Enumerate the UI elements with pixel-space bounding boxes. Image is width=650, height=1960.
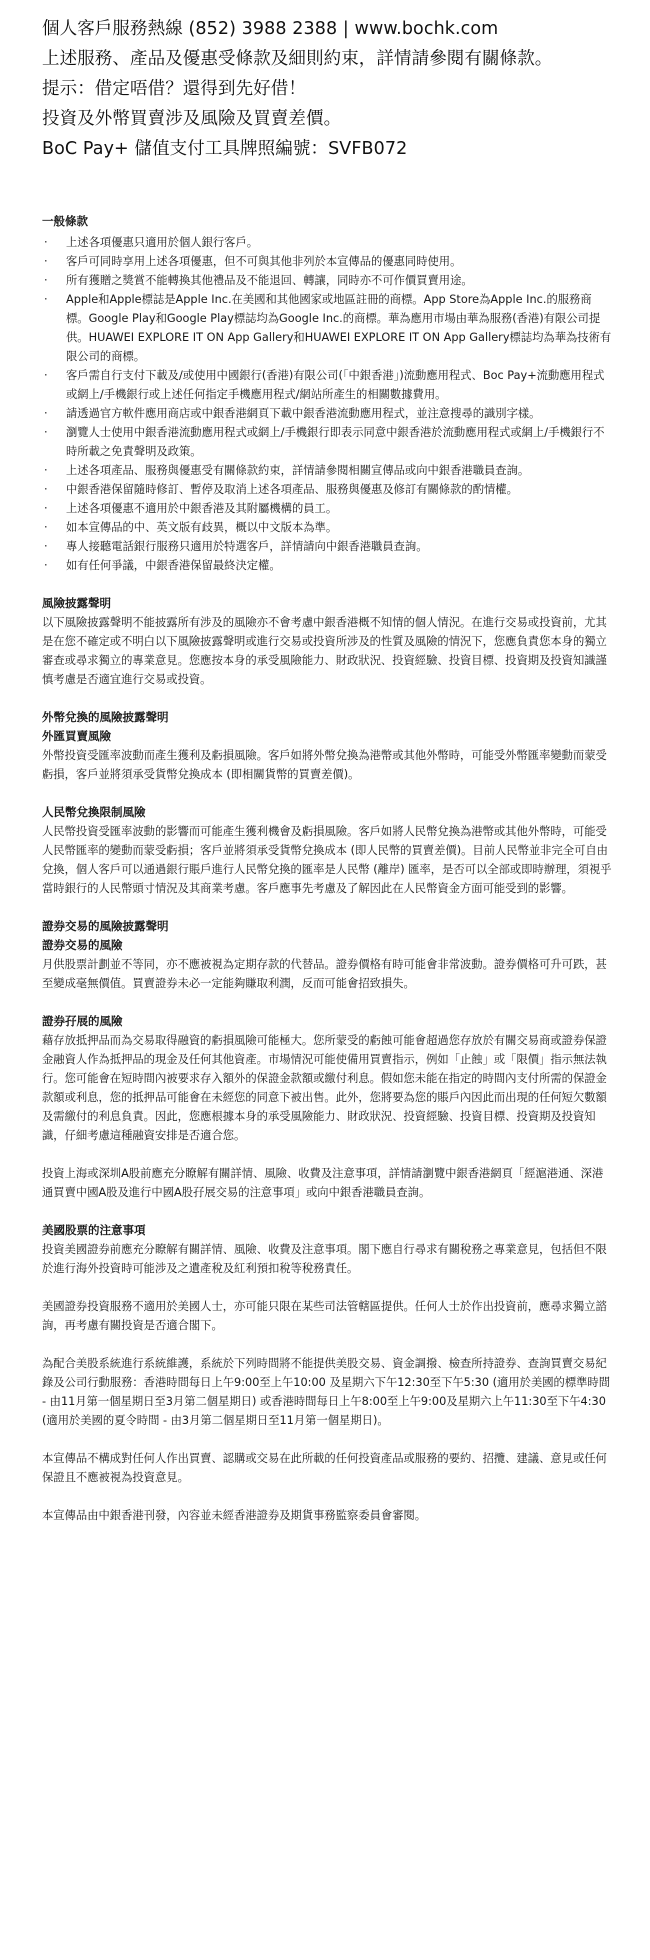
general-terms-item: · 上述各項優惠不適用於中銀香港及其附屬機構的員工。 <box>42 499 612 518</box>
general-terms-heading: 一般條款 <box>42 214 88 228</box>
fx-risk-subheading: 外匯買賣風險 <box>42 729 111 743</box>
bullet-dot: · <box>44 274 48 287</box>
general-terms-item: · 客戶可同時享用上述各項優惠，但不可與其他非列於本宣傳品的優惠同時使用。 <box>42 252 612 271</box>
general-terms-item: · 請透過官方軟件應用商店或中銀香港網頁下載中銀香港流動應用程式，並注意搜尋的識別字樣。 <box>42 404 612 423</box>
svf-licence-line: BoC Pay+ 儲值支付工具牌照編號：SVFB072 <box>42 139 408 159</box>
investment-risk-line: 投資及外幣買賣涉及風險及買賣差價。 <box>42 109 342 129</box>
securities-risk-subheading: 證券交易的風險 <box>42 938 123 952</box>
margin-risk-text: 藉存放抵押品而為交易取得融資的虧損風險可能極大。您所蒙受的虧蝕可能會超過您存放於有關交易商或證券保證金融資人作為抵押品的現金及任何其他資產。市場情況可能使備用買賣指示，例如「止蝕」或「限價」指示無法執行。您可能會在短時間內被要求存入額外的保證金款額或繳付利息。假如您未能在指定的時間內支付所需的保證金款額或利息，您的抵押品可能會在未經您的同意下被出售。此外，您將要為您的賬戶內因此而出現的任何短欠數額及需繳付的利息負責。因此，您應根據本身的承受風險能力、財政狀況、投資經驗、投資目標、投資期及投資知識，仔細考慮這種融資安排是否適合您。 <box>42 1034 607 1142</box>
bullet-dot: · <box>44 483 48 496</box>
securities-risk-heading: 證券交易的風險披露聲明 <box>42 919 169 933</box>
risk-disclosure-heading: 風險披露聲明 <box>42 596 111 610</box>
bullet-dot: · <box>44 236 48 249</box>
bullet-dot: · <box>44 407 48 420</box>
bullet-dot: · <box>44 255 48 268</box>
terms-notice-line: 上述服務、產品及優惠受條款及細則約束，詳情請參閱有關條款。 <box>42 49 553 69</box>
general-terms-item: · 上述各項產品、服務與優惠受有關條款約束，詳情請參閱相關宣傳品或向中銀香港職員查詢。 <box>42 461 612 480</box>
rmb-risk-heading: 人民幣兌換限制風險 <box>42 805 146 819</box>
general-terms-item: · 中銀香港保留隨時修訂、暫停及取消上述各項產品、服務與優惠及修訂有關條款的酌情權。 <box>42 480 612 499</box>
fx-risk-heading: 外幣兌換的風險披露聲明 <box>42 710 169 724</box>
us-stocks-heading: 美國股票的注意事項 <box>42 1223 146 1237</box>
bullet-dot: · <box>44 426 48 439</box>
fx-risk-text: 外幣投資受匯率波動而產生獲利及虧損風險。客戶如將外幣兌換為港幣或其他外幣時，可能受外幣匯率變動而蒙受虧損，客戶並將須承受貨幣兌換成本 (即相關貨幣的買賣差價)。 <box>42 749 607 781</box>
bullet-dot: · <box>44 293 48 306</box>
borrowing-reminder-line: 提示：借定唔借？還得到先好借！ <box>42 79 306 99</box>
us-maintenance-note: 為配合美股系統進行系統維護，系統於下列時間將不能提供美股交易、資金調撥、檢查所持證券、查詢買賣交易紀錄及公司行動服務：香港時間每日上午9:00至上午10:00 及星期六下午12:30至下午5:30 (適用於美國的標準時間 - 由11月第一個星期日至3月第二個星期日) 或香港時間每日上午8:00至上午9:00及星期六上午11:30至下午4:30 (適用於美國的夏令時間 - 由3月第二個星期日至11月第一個星期日)。 <box>42 1357 611 1427</box>
securities-risk-text: 月供股票計劃並不等同，亦不應被視為定期存款的代替品。證券價格有時可能會非常波動。證券價格可升可跌，甚至變成毫無價值。買賣證券未必一定能夠賺取利潤，反而可能會招致損失。 <box>42 958 607 990</box>
general-terms-item: · 上述各項優惠只適用於個人銀行客戶。 <box>42 233 612 252</box>
not-an-offer-disclaimer: 本宣傳品不構成對任何人作出買賣、認購或交易在此所載的任何投資產品或服務的要約、招攬、建議、意見或任何保證且不應被視為投資意見。 <box>42 1452 607 1484</box>
header-block <box>42 14 632 164</box>
bullet-dot: · <box>44 521 48 534</box>
hotline-line: 個人客戶服務熱線 (852) 3988 2388 | www.bochk.com <box>42 19 499 39</box>
general-terms-list <box>42 233 612 575</box>
general-terms-item: · 如有任何爭議，中銀香港保留最終決定權。 <box>42 556 612 575</box>
general-terms-item: · 瀏覽人士使用中銀香港流動應用程式或網上/手機銀行即表示同意中銀香港於流動應用程式或網上/手機銀行不時所載之免責聲明及政策。 <box>42 423 612 461</box>
bullet-dot: · <box>44 559 48 572</box>
general-terms-item: · 所有獲贈之獎賞不能轉換其他禮品及不能退回、轉讓，同時亦不可作價買賣用途。 <box>42 271 612 290</box>
general-terms-item: · 如本宣傳品的中、英文版有歧異，概以中文版本為準。 <box>42 518 612 537</box>
us-stocks-text: 投資美國證券前應充分瞭解有關詳情、風險、收費及注意事項。閣下應自行尋求有關稅務之專業意見，包括但不限於進行海外投資時可能涉及之遺產稅及紅利預扣稅等稅務責任。 <box>42 1243 607 1275</box>
a-share-note: 投資上海或深圳A股前應充分瞭解有關詳情、風險、收費及注意事項，詳情請瀏覽中銀香港網頁「經滬港通、深港通買賣中國A股及進行中國A股孖展交易的注意事項」或向中銀香港職員查詢。 <box>42 1167 604 1199</box>
bullet-dot: · <box>44 502 48 515</box>
us-persons-note: 美國證券投資服務不適用於美國人士，亦可能只限在某些司法管轄區提供。任何人士於作出投資前，應尋求獨立諮詢，再考慮有關投資是否適合閣下。 <box>42 1300 607 1332</box>
general-terms-item: · Apple和Apple標誌是Apple Inc.在美國和其他國家或地區註冊的商標。App Store為Apple Inc.的服務商標。Google Play和Google Play標誌均為Google Inc.的商標。華為應用市場由華為服務(香港)有限公司提供。HUAWEI EXPLORE IT ON App Gallery和HUAWEI EXPLORE IT ON App Gallery標誌均為華為技術有限公司的商標。 <box>42 290 612 366</box>
bullet-dot: · <box>44 464 48 477</box>
bullet-dot: · <box>44 369 48 382</box>
risk-disclosure-text: 以下風險披露聲明不能披露所有涉及的風險亦不會考慮中銀香港概不知情的個人情況。在進行交易或投資前，尤其是在您不確定或不明白以下風險披露聲明或進行交易或投資所涉及的性質及風險的情況下，您應負責您本身的獨立審查或尋求獨立的專業意見。您應按本身的承受風險能力、財政狀況、投資經驗、投資目標、投資期及投資知識謹慎考慮是否適宜進行交易或投資。 <box>42 616 607 686</box>
terms-body <box>42 212 612 1525</box>
general-terms-item: · 專人接聽電話銀行服務只適用於特選客戶，詳情請向中銀香港職員查詢。 <box>42 537 612 556</box>
sfc-review-disclaimer: 本宣傳品由中銀香港刊發，內容並未經香港證券及期貨事務監察委員會審閱。 <box>42 1509 427 1522</box>
general-terms-item: · 客戶需自行支付下載及/或使用中國銀行(香港)有限公司(「中銀香港」)流動應用程式、Boc Pay+流動應用程式或網上/手機銀行或上述任何指定手機應用程式/網站所產生的相關數據費用。 <box>42 366 612 404</box>
rmb-risk-text: 人民幣投資受匯率波動的影響而可能產生獲利機會及虧損風險。客戶如將人民幣兌換為港幣或其他外幣時，可能受人民幣匯率的變動而蒙受虧損；客戶並將須承受貨幣兌換成本 (即人民幣的買賣差價)。目前人民幣並非完全可自由兌換，個人客戶可以通過銀行賬戶進行人民幣兌換的匯率是人民幣 (離岸) 匯率，是否可以全部或即時辦理，須視乎當時銀行的人民幣頭寸情況及其商業考慮。客戶應事先考慮及了解因此在人民幣資金方面可能受到的影響。 <box>42 825 612 895</box>
margin-risk-heading: 證券孖展的風險 <box>42 1014 123 1028</box>
bullet-dot: · <box>44 540 48 553</box>
